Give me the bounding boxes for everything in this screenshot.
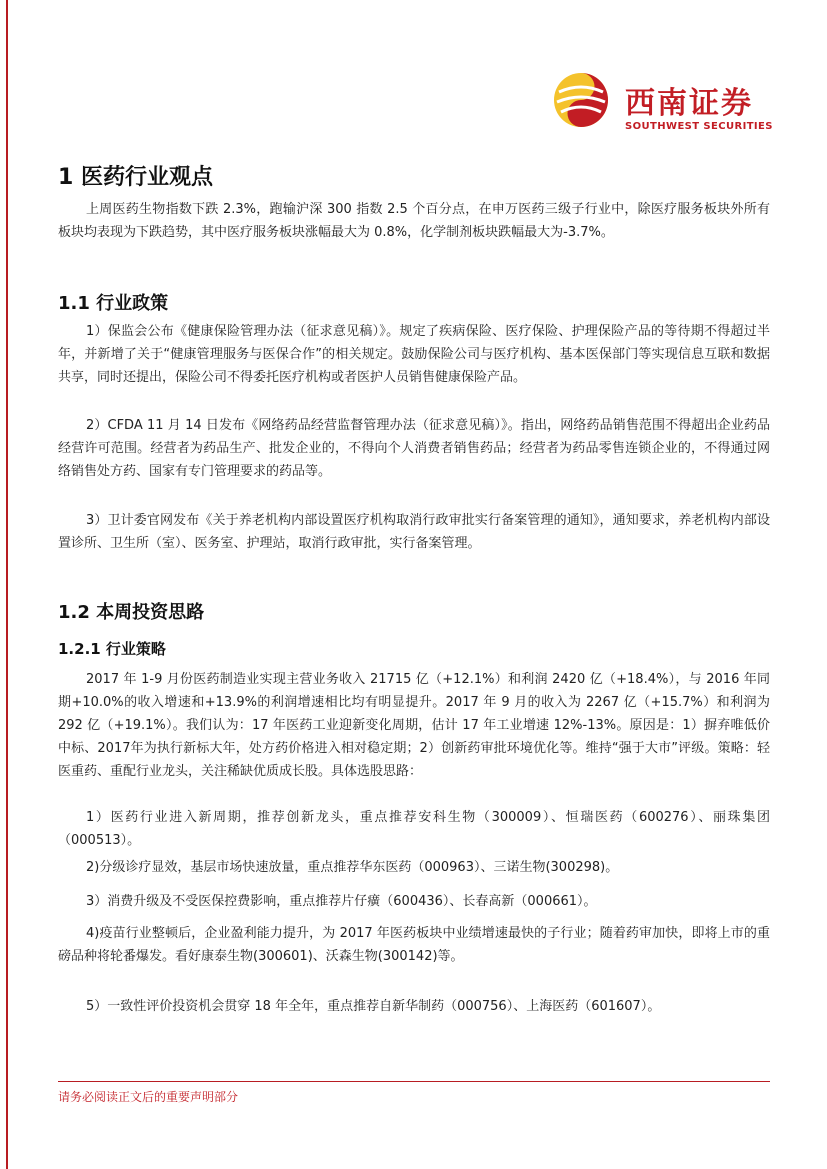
policy-paragraph-2: 2）CFDA 11 月 14 日发布《网络药品经营监督管理办法（征求意见稿）》。指出，网络药品销售范围不得超出企业药品经营许可范围。经营者为药品生产、批发企业的，不得向个人消费者销售药品；经营者为药品零售连锁企业的，不得通过网络销售处方药、国家有专门管理要求的药品等。 [58,418,770,479]
strategy-pick-4: 4)疫苗行业整顿后，企业盈利能力提升，为 2017 年医药板块中业绩增速最快的子行业；随着药审加快，即将上市的重磅品种将轮番爆发。看好康泰生物(300601)、沃森生物(300142)等。 [58,926,770,964]
footer-disclaimer: 请务必阅读正文后的重要声明部分 [58,1090,239,1104]
section-1-intro-paragraph: 上周医药生物指数下跌 2.3%，跑输沪深 300 指数 2.5 个百分点，在申万医药三级子行业中，除医疗服务板块外所有板块均表现为下跌趋势，其中医疗服务板块涨幅最大为 0.8%，化学制剂板块跌幅最大为-3.7%。 [58,202,770,240]
footer-divider [58,1081,770,1082]
left-margin-rule [6,0,8,1169]
policy-paragraph-1: 1）保监会公布《健康保险管理办法（征求意见稿）》。规定了疾病保险、医疗保险、护理保险产品的等待期不得超过半年，并新增了关于“健康管理服务与医保合作”的相关规定。鼓励保险公司与医疗机构、基本医保部门等实现信息互联和数据共享，同时还提出，保险公司不得委托医疗机构或者医护人员销售健康保险产品。 [58,324,770,385]
logo-english-name: SOUTHWEST SECURITIES [625,121,773,132]
logo-emblem-icon [553,72,609,128]
strategy-paragraph-main: 2017 年 1-9 月份医药制造业实现主营业务收入 21715 亿（+12.1%）和利润 2420 亿（+18.4%），与 2016 年同期+10.0%的收入增速和+13.9%的利润增速相比均有明显提升。2017 年 9 月的收入为 2267 亿（+15.7%）和利润为 292 亿（+19.1%）。我们认为：17 年医药工业迎新变化周期，估计 17 年工业增速 12%-13%。原因是：1）摒弃唯低价中标、2017年为执行新标大年，处方药价格进入相对稳定期；2）创新药审批环境优化等。维持“强于大市”评级。策略：轻医重药、重配行业龙头，关注稀缺优质成长股。具体选股思路： [58,672,770,779]
policy-paragraph-3: 3）卫计委官网发布《关于养老机构内部设置医疗机构取消行政审批实行备案管理的通知》，通知要求，养老机构内部设置诊所、卫生所（室）、医务室、护理站，取消行政审批，实行备案管理。 [58,513,770,551]
strategy-pick-1: 1）医药行业进入新周期，推荐创新龙头，重点推荐安科生物（300009）、恒瑞医药（600276）、丽珠集团（000513）。 [58,810,770,848]
strategy-pick-2: 2)分级诊疗显效，基层市场快速放量，重点推荐华东医药（000963）、三诺生物(300298)。 [86,860,619,875]
logo-chinese-name: 西南证券 [625,86,753,121]
strategy-pick-5: 5）一致性评价投资机会贯穿 18 年全年，重点推荐自新华制药（000756）、上海医药（601607）。 [86,999,661,1014]
section-1-1-heading: 1.1 行业政策 [58,293,169,314]
strategy-pick-3: 3）消费升级及不受医保控费影响，重点推荐片仔癀（600436）、长春高新（000661）。 [86,894,597,909]
section-1-heading: 1 医药行业观点 [58,165,213,190]
company-logo [553,72,773,142]
section-1-2-1-heading: 1.2.1 行业策略 [58,640,166,658]
section-1-2-heading: 1.2 本周投资思路 [58,602,205,623]
